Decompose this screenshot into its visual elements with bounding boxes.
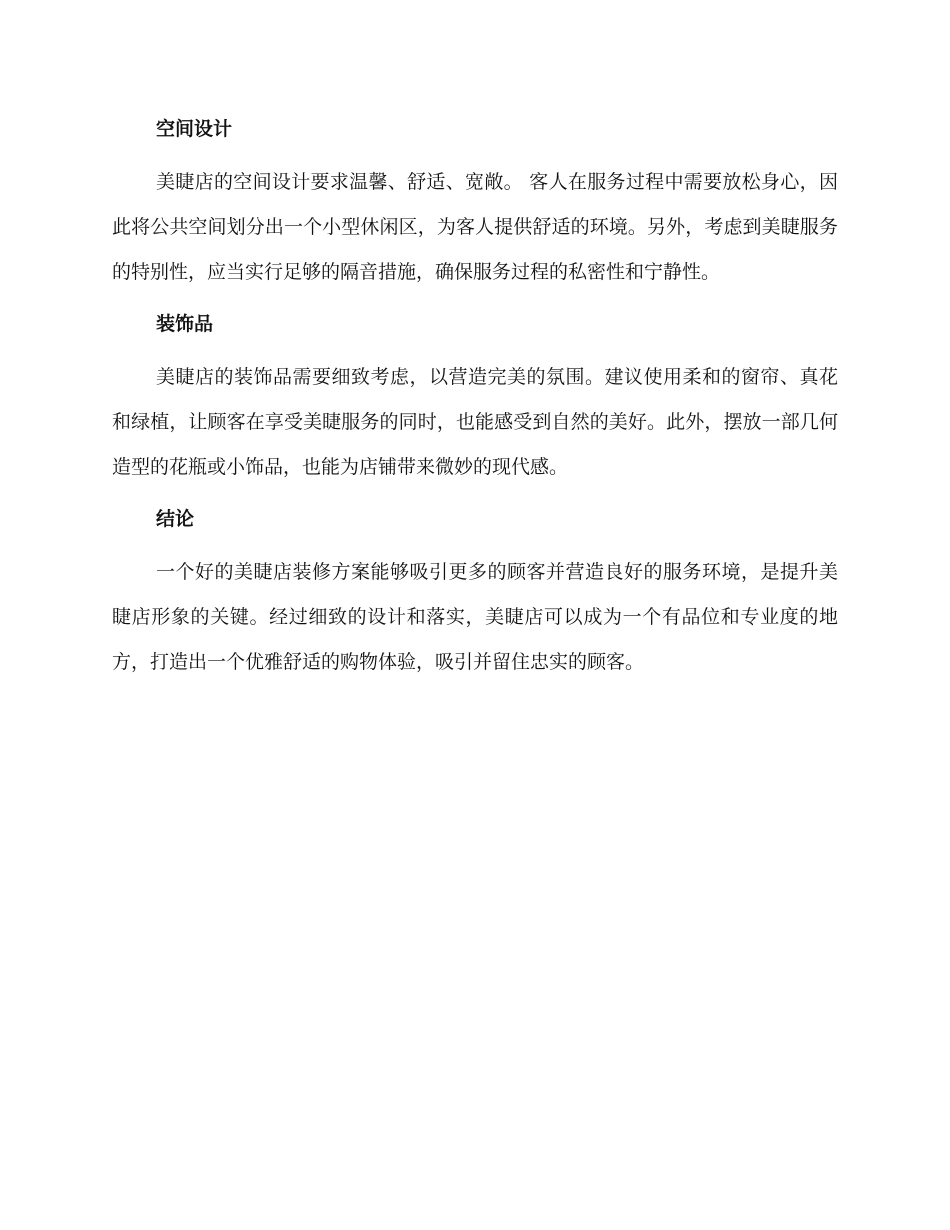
document-page [112,112,838,685]
section-body-conclusion: 一个好的美睫店装修方案能够吸引更多的顾客并营造良好的服务环境，是提升美睫店形象的关键。经过细致的设计和落实，美睫店可以成为一个有品位和专业度的地方，打造出一个优雅舒适的购物体验，吸引并留住忠实的顾客。 [112,561,838,673]
section-heading-space-design: 空间设计 [156,118,233,140]
section-heading-decorations: 装饰品 [156,313,214,335]
section-body-decorations: 美睫店的装饰品需要细致考虑，以营造完美的氛围。建议使用柔和的窗帘、真花和绿植，让顾客在享受美睫服务的同时，也能感受到自然的美好。此外，摆放一部几何造型的花瓶或小饰品，也能为店铺带来微妙的现代感。 [112,366,838,478]
section-heading-conclusion: 结论 [156,508,195,530]
section-body-space-design: 美睫店的空间设计要求温馨、舒适、宽敞。 客人在服务过程中需要放松身心，因此将公共空间划分出一个小型休闲区，为客人提供舒适的环境。另外，考虑到美睫服务的特别性，应当实行足够的隔音措施，确保服务过程的私密性和宁静性。 [112,171,838,283]
